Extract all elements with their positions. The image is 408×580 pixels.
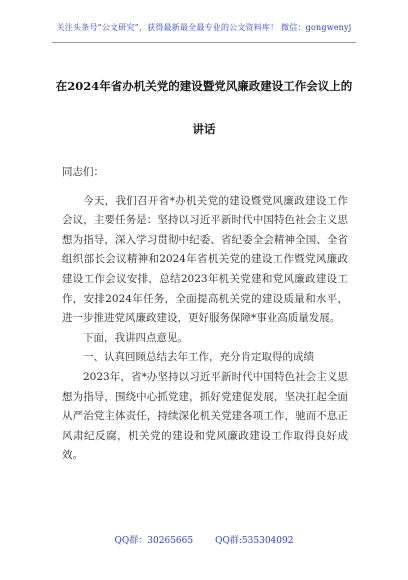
qq-group-2: QQ群:535304092	[215, 536, 294, 546]
header-divider	[52, 42, 356, 43]
qq-group-1: QQ群：30265665	[114, 536, 194, 546]
section-heading-1: 一、认真回顾总结去年工作，充分肯定取得的成绩	[83, 351, 314, 364]
document-title: 在2024年省办机关党的建设暨党风廉政建设工作会议上的	[55, 79, 353, 93]
footer-contact	[0, 533, 408, 546]
paragraph-3: 2023年，省*办坚持以习近平新时代中国特色社会主义思想为指导，围绕中心抓党建，抓好党建促发展，坚决扛起全面从严治党主体责任，持续深化机关党建各项工作，驰而不息正风肃纪反腐，机关党的建设和党风廉政建设工作取得良好成效。	[62, 370, 348, 462]
document-title-cont: 讲话	[192, 122, 216, 136]
paragraph-2: 下面，我讲四点意见。	[83, 331, 188, 344]
greeting: 同志们：	[62, 166, 104, 178]
document-body	[62, 163, 348, 466]
header-banner: 关注头条号“公文研究”，获得最新最全最专业的公文资料库！ 微信：gongwenyj	[56, 23, 352, 32]
paragraph-1: 今天，我们召开省*办机关党的建设暨党风廉政建设工作会议，主要任务是：坚持以习近平新时代中国特色社会主义思想为指导，深入学习贯彻中纪委、省纪委全会精神全国、全省组织部长会议精神和2024年省机关党的建设工作暨党风廉政建设工作会议安排，总结2023年机关党建和党风廉政建设工作，安排2024年任务，全面提高机关党的建设质量和水平，进一步推进党风廉政建设，更好服务保障*事业高质量发展。	[62, 194, 348, 325]
